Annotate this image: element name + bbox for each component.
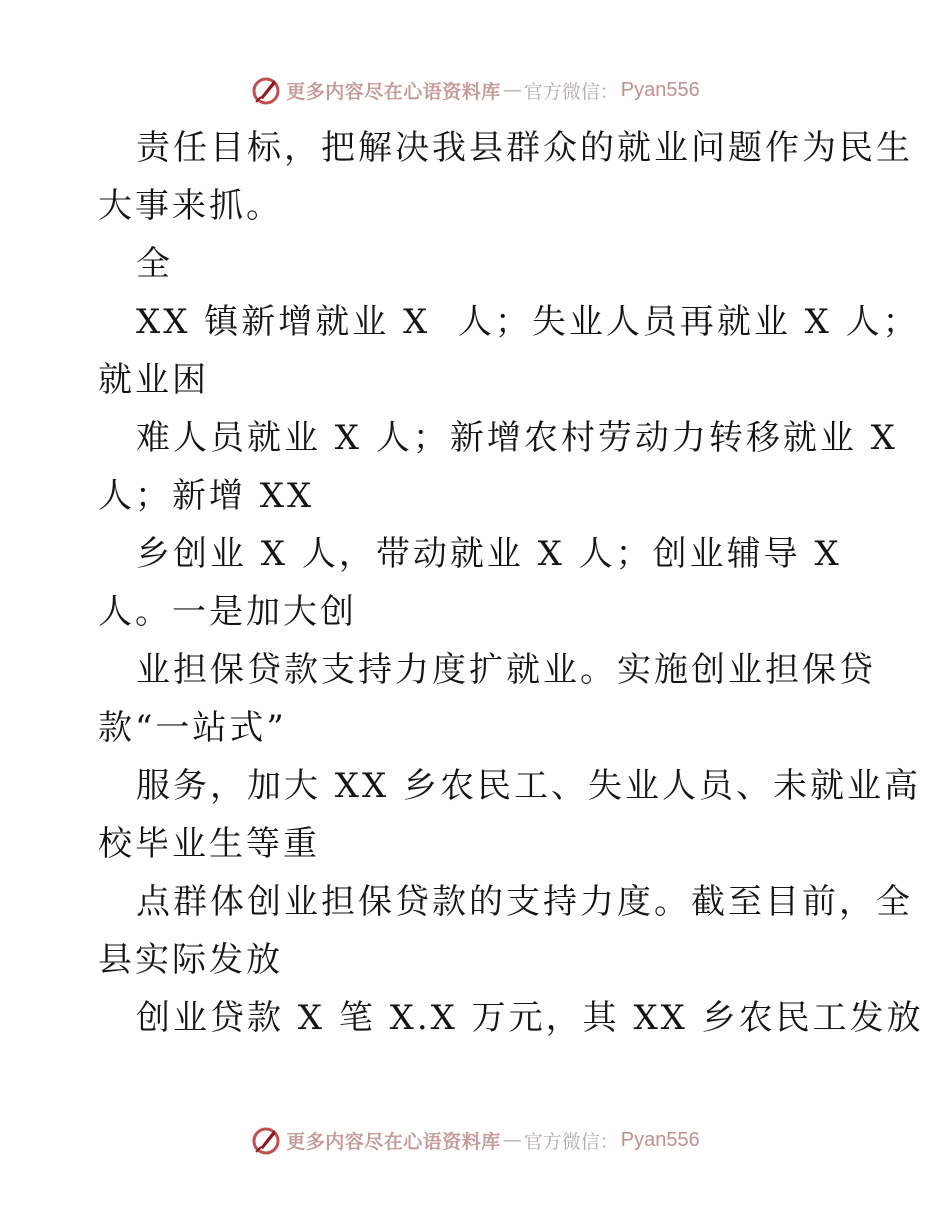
- body-line-7: 人；新增 XX: [98, 476, 315, 516]
- footer-wechat-id: Pyan556: [620, 1128, 700, 1151]
- header-wechat-label: 官方微信：: [523, 80, 619, 103]
- body-line-11: 款“一站式”: [98, 708, 287, 748]
- body-line-13: 校毕业生等重: [98, 824, 320, 864]
- body-line-15: 县实际发放: [98, 940, 283, 980]
- body-line-5: 就业困: [98, 360, 209, 400]
- footer-wechat-label: 官方微信：: [523, 1130, 619, 1153]
- body-line-12: 服务，加大 XX 乡农民工、失业人员、未就业高: [136, 766, 922, 806]
- body-line-4: XX 镇新增就业 X 人；失业人员再就业 X 人；: [136, 302, 920, 342]
- body-line-9: 人。一是加大创: [98, 592, 357, 632]
- body-line-14: 点群体创业担保贷款的支持力度。截至目前，全: [136, 882, 913, 922]
- body-line-1: 责任目标，把解决我县群众的就业问题作为民生: [136, 128, 913, 168]
- header-wechat-id: Pyan556: [620, 78, 700, 101]
- header-separator: —: [502, 79, 522, 101]
- body-line-3: 全: [136, 244, 173, 284]
- body-line-16: 创业贷款 X 笔 X.X 万元，其 XX 乡农民工发放: [136, 998, 924, 1038]
- quill-logo-icon: [250, 1124, 282, 1156]
- footer-separator: —: [502, 1129, 522, 1151]
- body-line-8: 乡创业 X 人，带动就业 X 人；创业辅导 X: [136, 534, 842, 574]
- header-site-text: 更多内容尽在心语资料库: [286, 80, 501, 103]
- body-line-6: 难人员就业 X 人；新增农村劳动力转移就业 X: [136, 418, 898, 458]
- body-line-2: 大事来抓。: [98, 186, 283, 226]
- footer-banner: [0, 1122, 950, 1158]
- footer-site-text: 更多内容尽在心语资料库: [286, 1130, 501, 1153]
- body-line-10: 业担保贷款支持力度扩就业。实施创业担保贷: [136, 650, 876, 690]
